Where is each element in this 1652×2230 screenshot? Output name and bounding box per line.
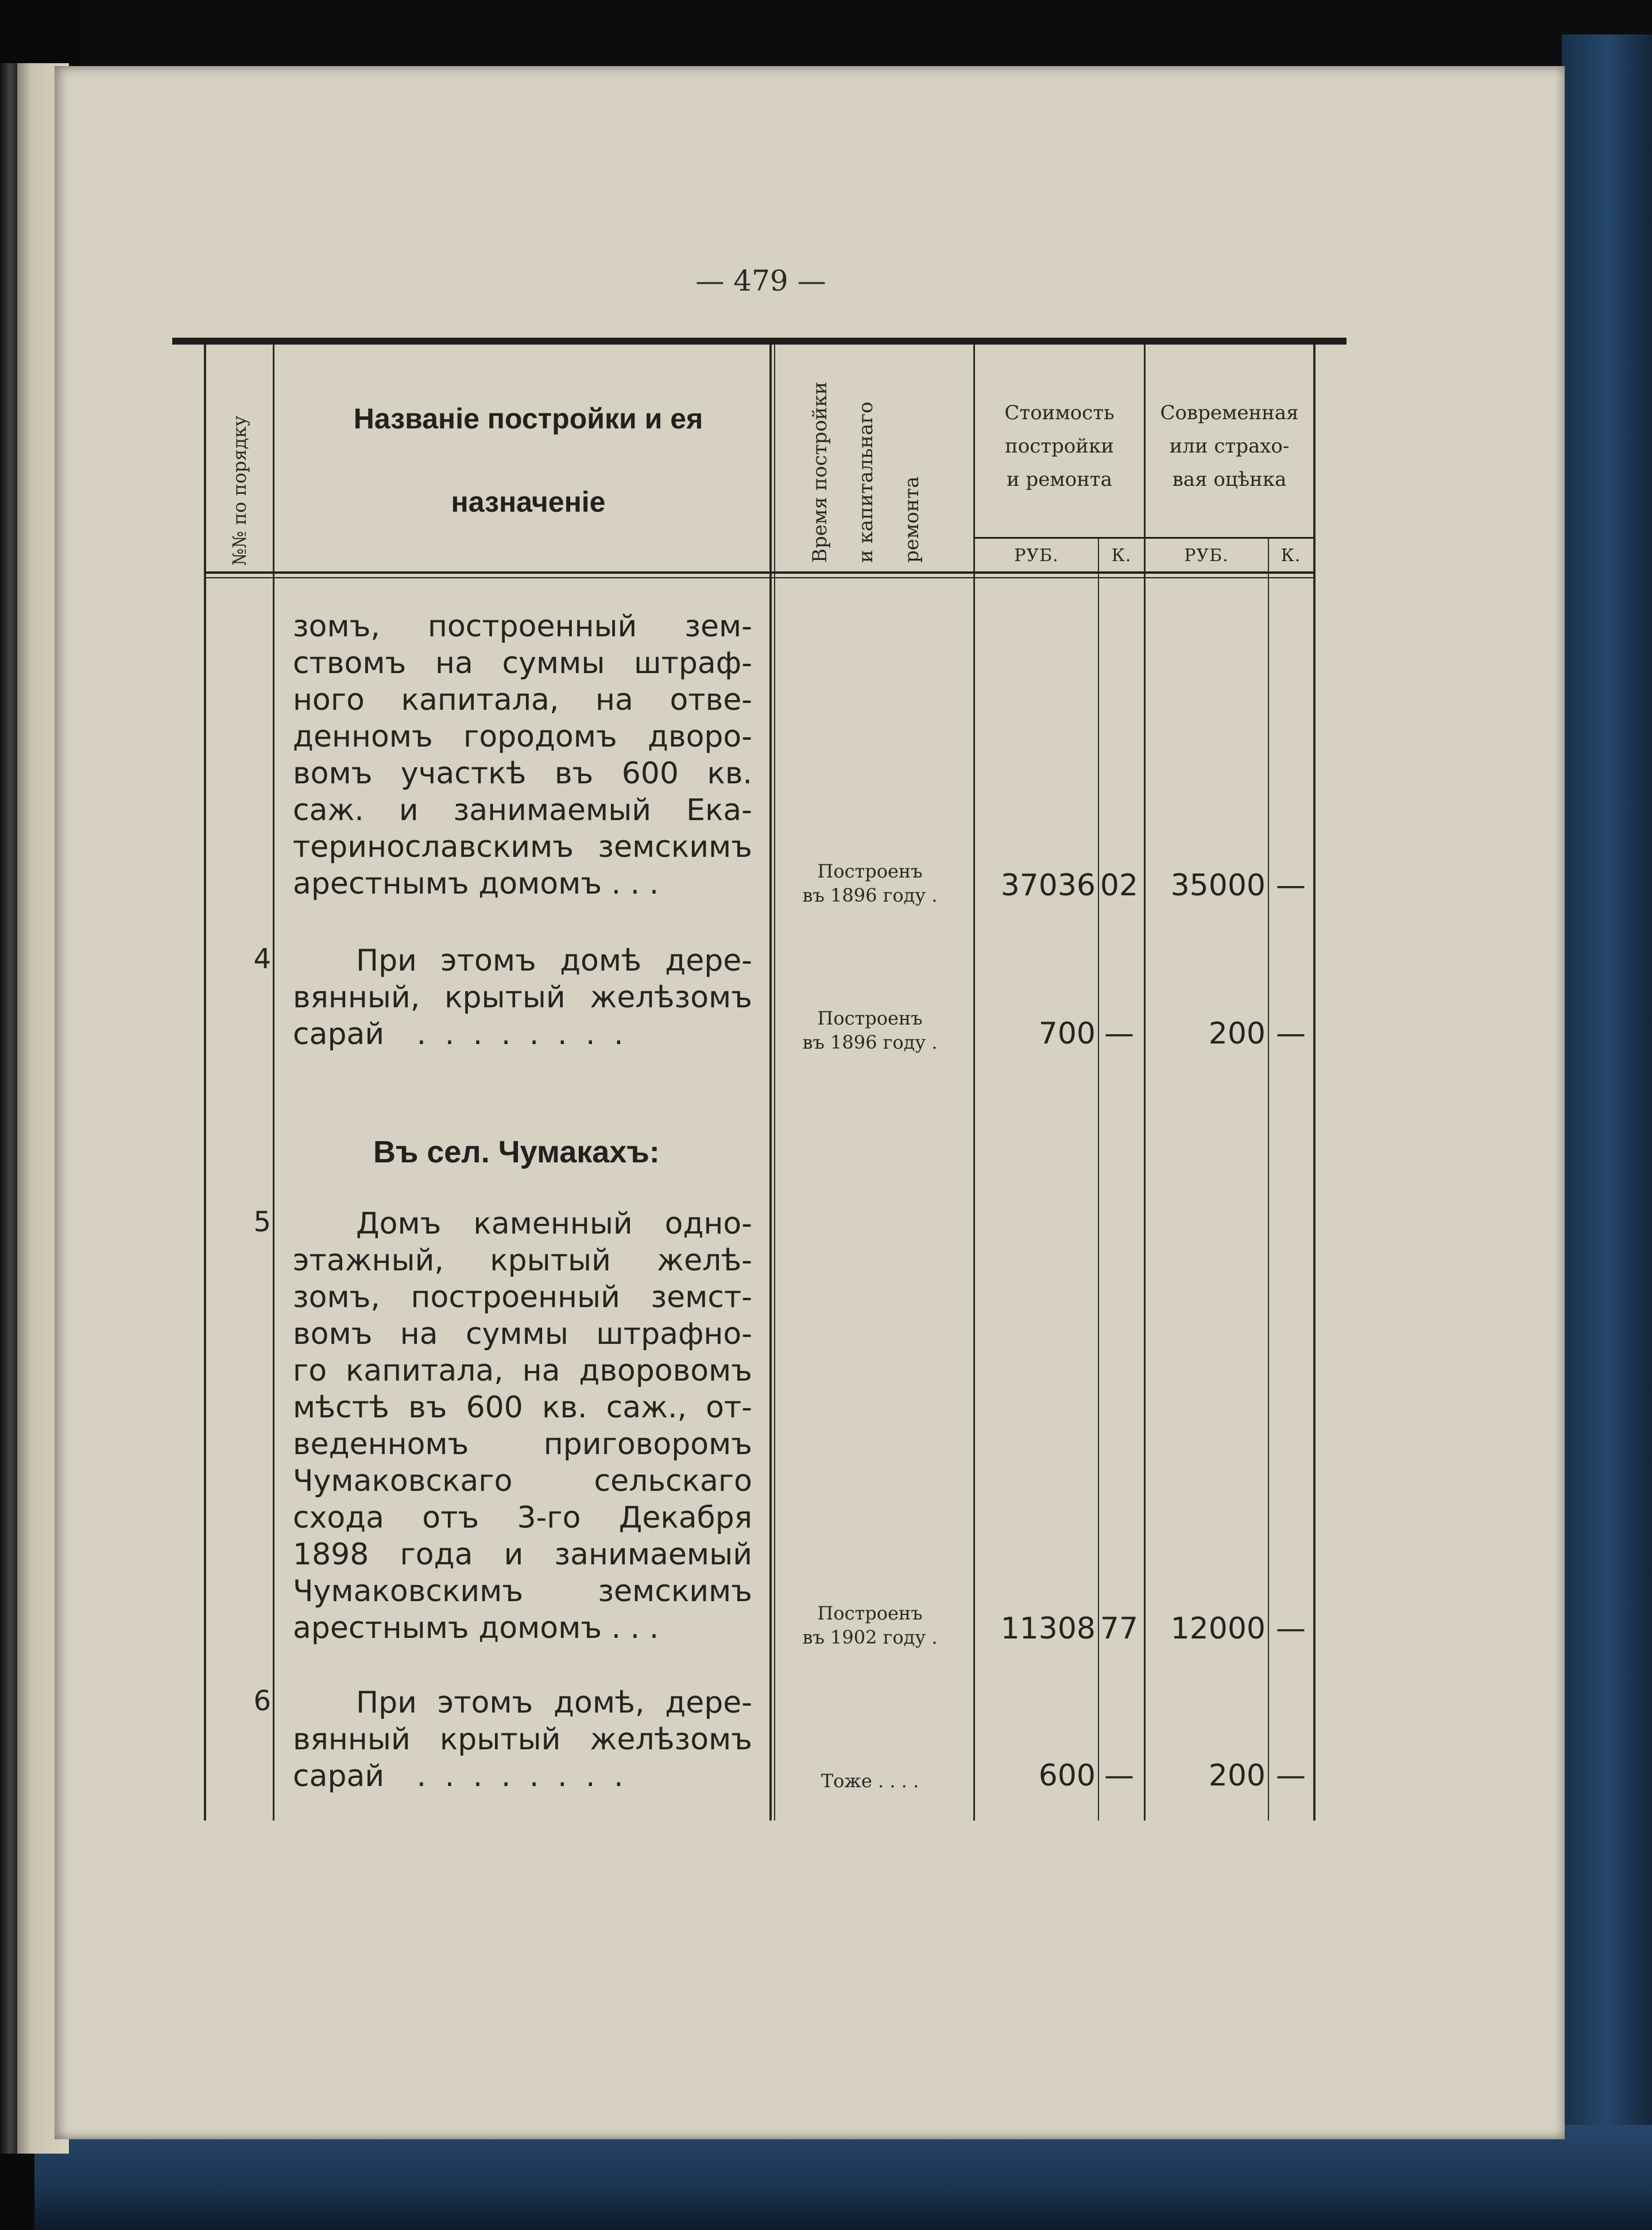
header-bottom-rule-2 [204,577,1315,578]
col1-separator [273,345,274,1821]
col2-separator-2 [774,345,775,1821]
page-number: — 479 — [695,264,826,297]
header-time: Время постройки и капитальнаго ремонта [808,381,923,563]
col4-separator [1144,345,1146,1821]
header-number: №№ по порядку [229,415,250,566]
unit-rub-2: РУБ. [1184,546,1229,566]
book-cover-right-edge [1562,34,1652,2230]
header-name-line2: назначеніе [451,486,606,518]
header-name-line1: Названіе постройки и ея [353,403,703,435]
book-spine [0,63,17,2154]
unit-kop: К. [1111,546,1132,566]
book-cover-bottom-edge [34,2125,1652,2230]
left-border [204,345,206,1821]
header-valuation: Современная или страхо- вая оцѣнка [1160,401,1299,491]
header-cost: Стоимость постройки и ремонта [1004,401,1115,491]
unit-rub: РУБ. [1014,546,1059,566]
unit-kop-2: К. [1280,546,1301,566]
col3-separator [973,345,975,1821]
top-thick-rule [172,338,1347,345]
right-border [1313,345,1316,1821]
col2-separator [769,345,772,1821]
section-title: Въ сел. Чумакахъ: [373,1135,660,1169]
header-bottom-rule [204,571,1315,574]
